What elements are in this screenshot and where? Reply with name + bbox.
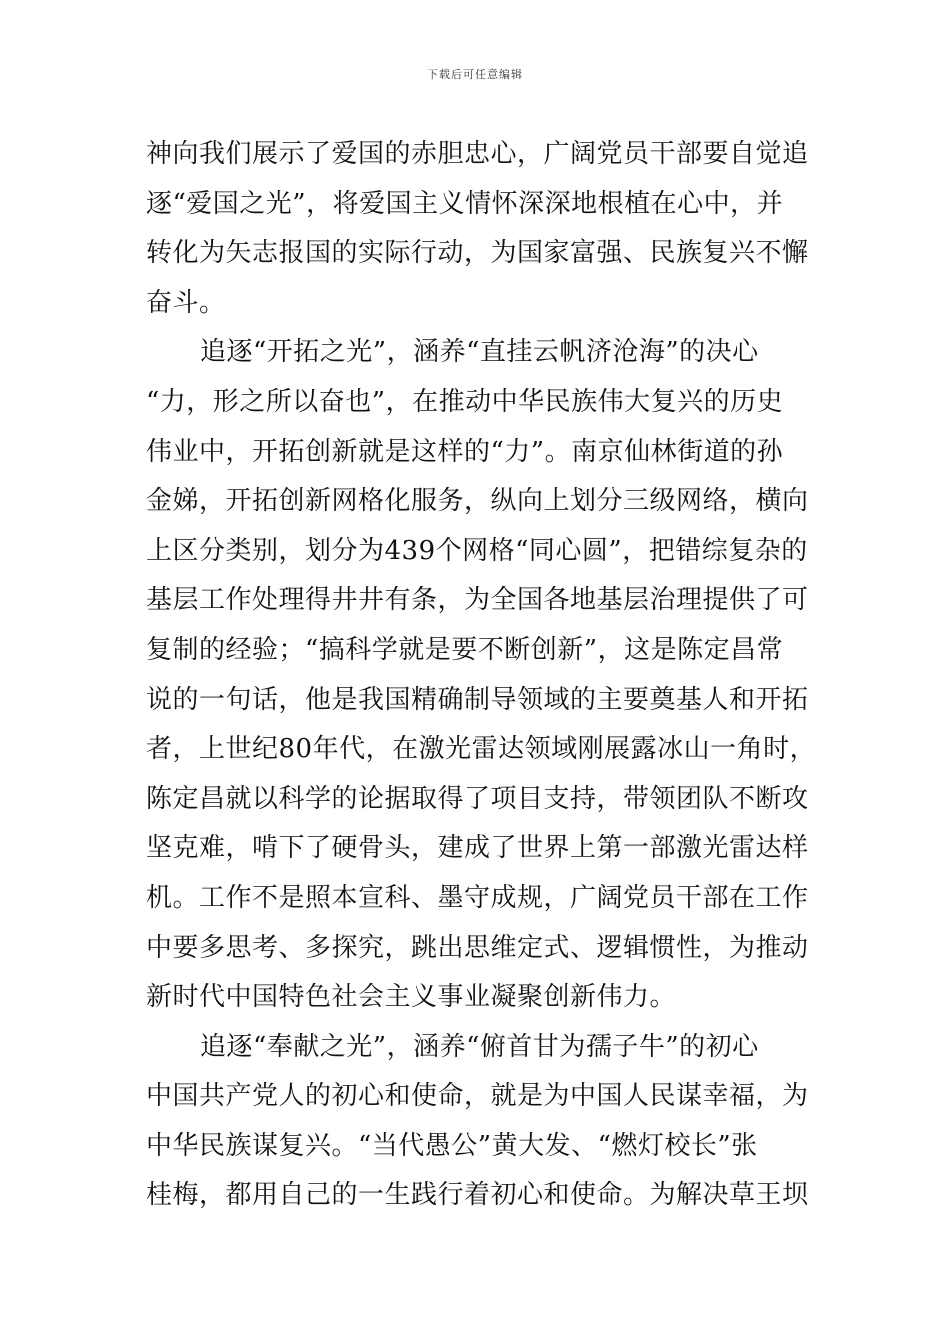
text-line: 伟业中，开拓创新就是这样的“力”。南京仙林街道的孙 (146, 436, 784, 467)
text-line: 奋斗。 (146, 287, 226, 318)
paragraph-heading-line: 追逐“开拓之光”，涵养“直挂云帆济沧海”的决心 (200, 337, 759, 368)
text-line: 转化为矢志报国的实际行动，为国家富强、民族复兴不懈 (146, 238, 809, 269)
text-line: 桂梅，都用自己的一生践行着初心和使命。为解决草王坝 (146, 1180, 809, 1211)
text-line: 神向我们展示了爱国的赤胆忠心，广阔党员干部要自觉追 (146, 139, 809, 169)
document-body (146, 130, 817, 1221)
text-line: 上区分类别，划分为439个网格“同心圆”，把错综复杂的 (146, 535, 808, 566)
text-line: “力，形之所以奋也”，在推动中华民族伟大复兴的历史 (146, 386, 784, 417)
text-line: 金娣，开拓创新网格化服务，纵向上划分三级网络，横向 (146, 486, 809, 517)
text-line: 复制的经验；“搞科学就是要不断创新”，这是陈定昌常 (146, 634, 784, 665)
text-line: 机。工作不是照本宣科、墨守成规，广阔党员干部在工作 (146, 882, 809, 913)
text-line: 说的一句话，他是我国精确制导领域的主要奠基人和开拓 (146, 684, 809, 715)
text-line: 中国共产党人的初心和使命，就是为中国人民谋幸福，为 (146, 1081, 809, 1112)
page-header: 下载后可任意编辑 (427, 68, 523, 81)
text-line: 坚克难，啃下了硬骨头，建成了世界上第一部激光雷达样 (146, 833, 809, 864)
text-line: 逐“爱国之光”，将爱国主义情怀深深地根植在心中，并 (146, 188, 784, 219)
text-line: 基层工作处理得井井有条，为全国各地基层治理提供了可 (146, 585, 809, 616)
text-line: 新时代中国特色社会主义事业凝聚创新伟力。 (146, 982, 677, 1013)
text-line: 者，上世纪80年代，在激光雷达领域刚展露冰山一角时， (146, 734, 817, 765)
text-line: 陈定昌就以科学的论据取得了项目支持，带领团队不断攻 (146, 783, 809, 814)
paragraph-heading-line: 追逐“奉献之光”，涵养“俯首甘为孺子牛”的初心 (200, 1031, 759, 1062)
text-line: 中华民族谋复兴。“当代愚公”黄大发、“燃灯校长”张 (146, 1130, 758, 1161)
text-line: 中要多思考、多探究，跳出思维定式、逻辑惯性，为推动 (146, 932, 809, 963)
